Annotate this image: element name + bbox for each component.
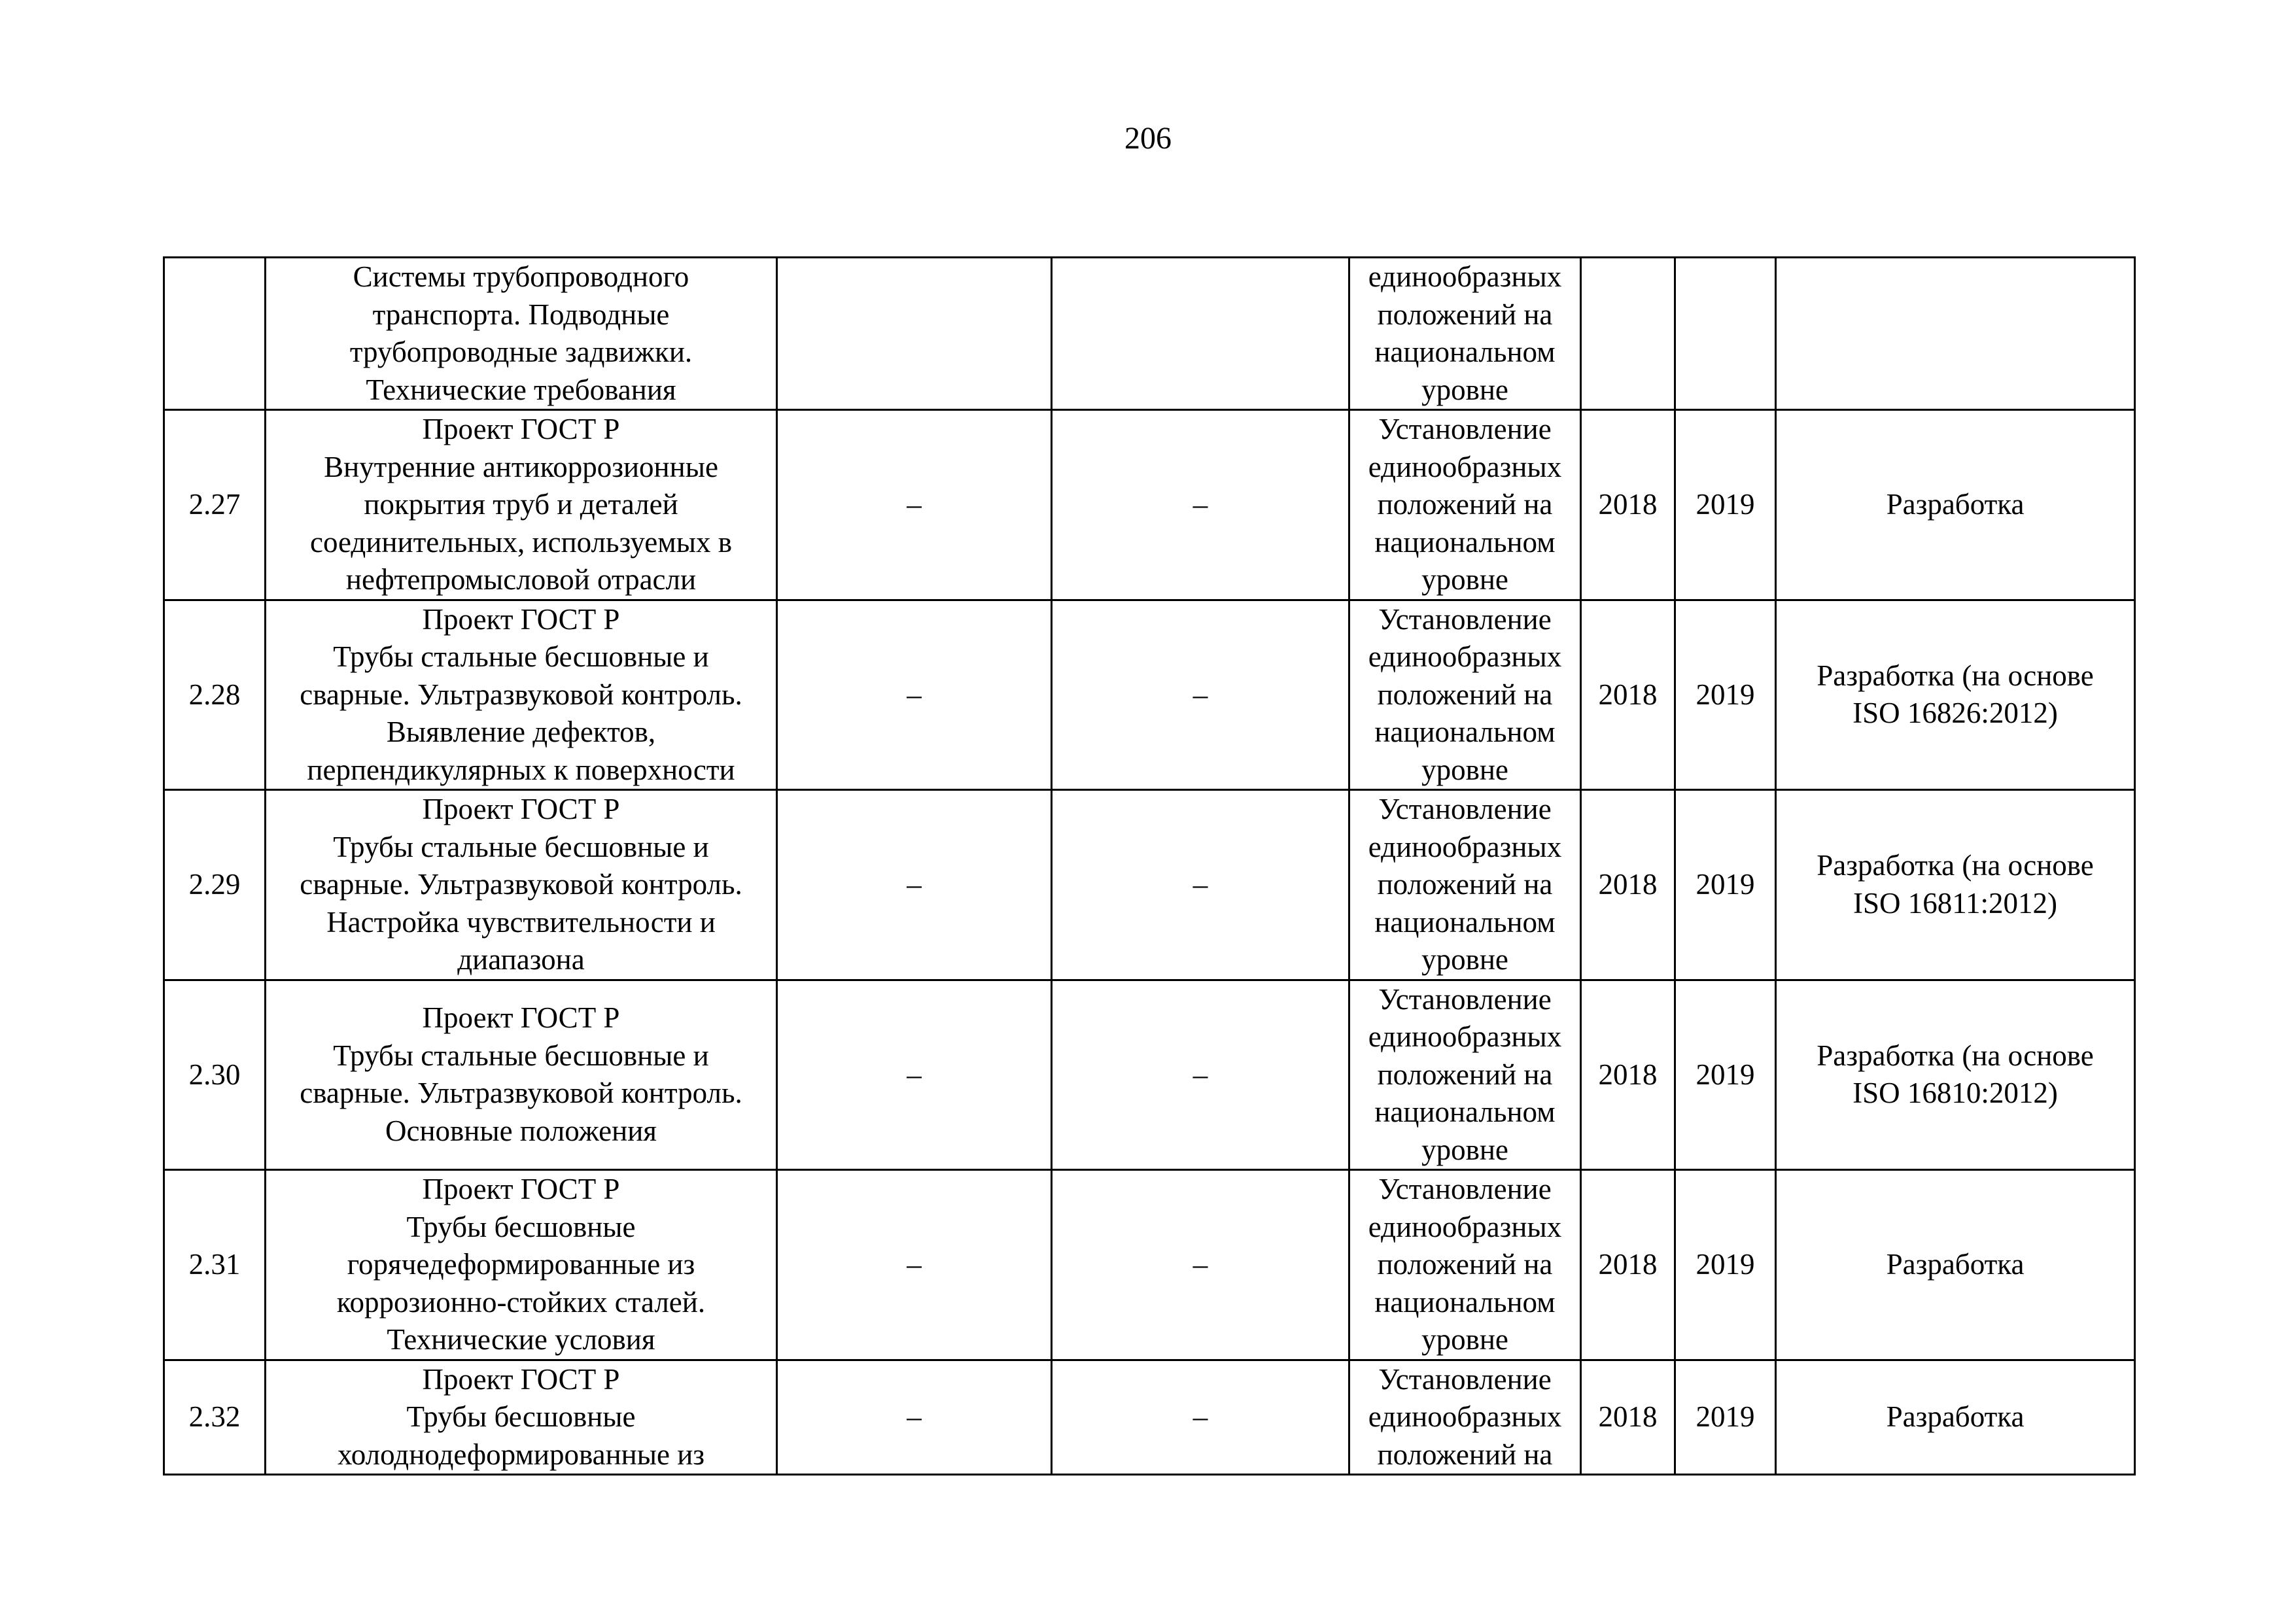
cell-col3 [777,258,1052,410]
cell-col4 [1052,258,1349,410]
cell-purpose: Установление единообразных положений на национальном уровне [1349,600,1581,790]
cell-col3: – [777,790,1052,980]
table-row [164,1170,2135,1360]
cell-purpose: Установление единообразных положений на национальном уровне [1349,1170,1581,1360]
cell-col3: – [777,1360,1052,1475]
cell-start: 2018 [1581,1360,1675,1475]
cell-purpose: Установление единообразных положений на [1349,1360,1581,1475]
table-row [164,980,2135,1170]
cell-type: Разработка [1776,1360,2135,1475]
cell-col3: – [777,980,1052,1170]
standards-table [163,256,2136,1475]
cell-end: 2019 [1675,980,1776,1170]
cell-purpose: единообразных положений на национальном уровне [1349,258,1581,410]
cell-type: Разработка (на основе ISO 16810:2012) [1776,980,2135,1170]
cell-col4: – [1052,1170,1349,1360]
cell-start: 2018 [1581,980,1675,1170]
cell-end [1675,258,1776,410]
cell-col4: – [1052,980,1349,1170]
table-row [164,600,2135,790]
cell-col3: – [777,600,1052,790]
cell-end: 2019 [1675,1360,1776,1475]
cell-num: 2.32 [164,1360,266,1475]
cell-end: 2019 [1675,410,1776,600]
cell-num [164,258,266,410]
cell-start: 2018 [1581,790,1675,980]
cell-end: 2019 [1675,600,1776,790]
cell-purpose: Установление единообразных положений на национальном уровне [1349,980,1581,1170]
cell-col4: – [1052,600,1349,790]
cell-col3: – [777,410,1052,600]
cell-col4: – [1052,790,1349,980]
cell-type: Разработка [1776,410,2135,600]
cell-col4: – [1052,1360,1349,1475]
cell-type: Разработка (на основе ISO 16811:2012) [1776,790,2135,980]
cell-purpose: Установление единообразных положений на национальном уровне [1349,410,1581,600]
cell-num: 2.27 [164,410,266,600]
cell-start: 2018 [1581,410,1675,600]
cell-col4: – [1052,410,1349,600]
table-row [164,410,2135,600]
cell-purpose: Установление единообразных положений на национальном уровне [1349,790,1581,980]
cell-title: Проект ГОСТ Р Трубы стальные бесшовные и сварные. Ультразвуковой контроль. Основные положения [266,980,777,1170]
cell-title: Системы трубопроводного транспорта. Подводные трубопроводные задвижки. Технические требования [266,258,777,410]
cell-title: Проект ГОСТ Р Трубы стальные бесшовные и сварные. Ультразвуковой контроль. Выявление дефектов, перпендикулярных к поверхности [266,600,777,790]
cell-col3: – [777,1170,1052,1360]
cell-num: 2.30 [164,980,266,1170]
cell-type: Разработка (на основе ISO 16826:2012) [1776,600,2135,790]
cell-num: 2.28 [164,600,266,790]
cell-type [1776,258,2135,410]
cell-end: 2019 [1675,1170,1776,1360]
cell-num: 2.29 [164,790,266,980]
cell-type: Разработка [1776,1170,2135,1360]
cell-title: Проект ГОСТ Р Трубы бесшовные холоднодеформированные из [266,1360,777,1475]
cell-num: 2.31 [164,1170,266,1360]
cell-start [1581,258,1675,410]
page-number: 206 [1124,121,1172,156]
table-row [164,1360,2135,1475]
cell-title: Проект ГОСТ Р Внутренние антикоррозионные покрытия труб и деталей соединительных, используемых в нефтепромысловой отрасли [266,410,777,600]
cell-start: 2018 [1581,1170,1675,1360]
cell-end: 2019 [1675,790,1776,980]
table-row-continuation [164,258,2135,410]
table-row [164,790,2135,980]
cell-title: Проект ГОСТ Р Трубы бесшовные горячедеформированные из коррозионно-стойких сталей. Технические условия [266,1170,777,1360]
cell-start: 2018 [1581,600,1675,790]
cell-title: Проект ГОСТ Р Трубы стальные бесшовные и сварные. Ультразвуковой контроль. Настройка чувствительности и диапазона [266,790,777,980]
